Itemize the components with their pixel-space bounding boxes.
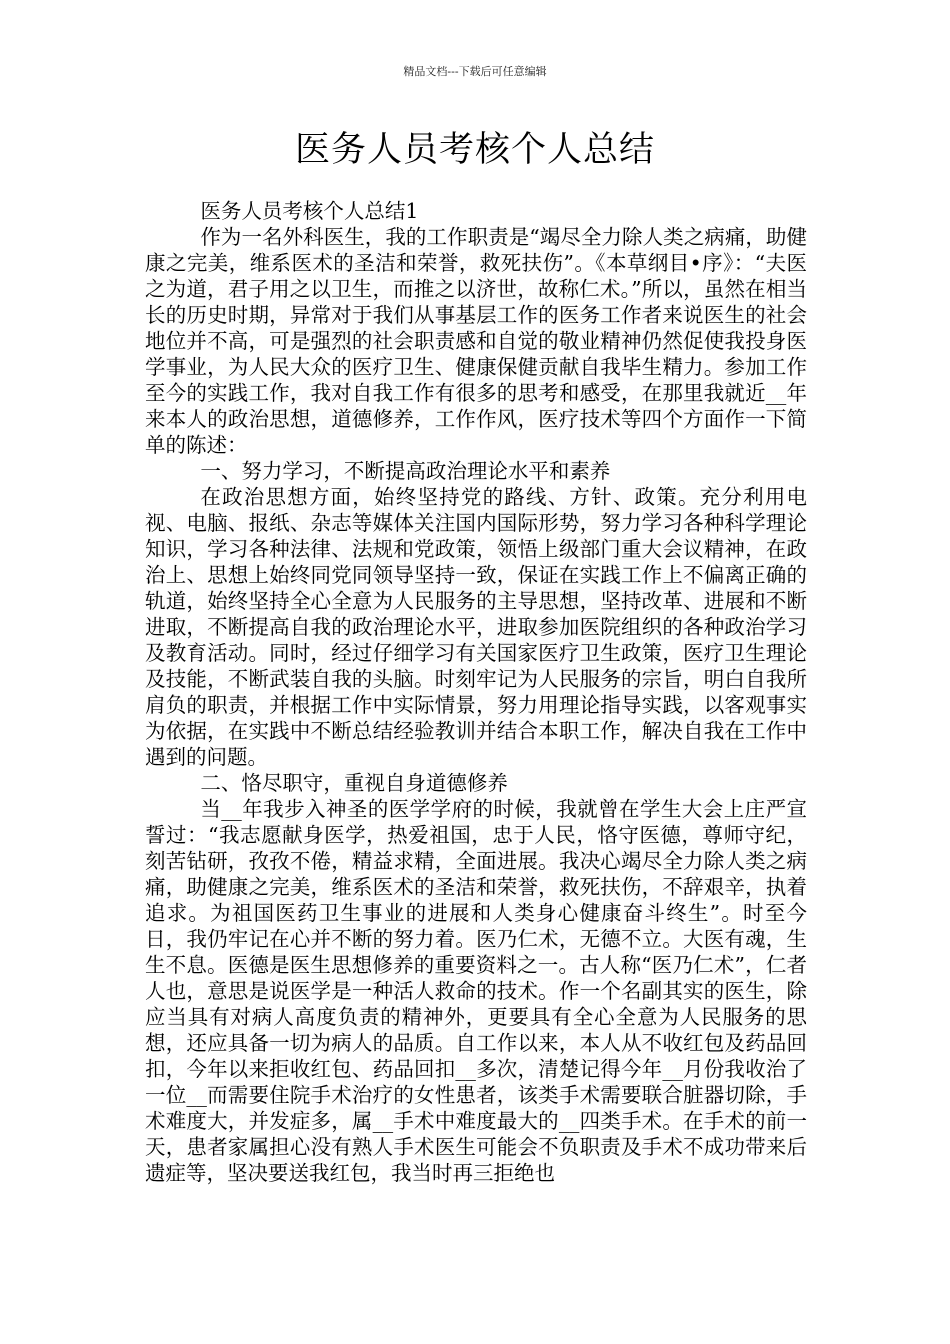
document-title: 医务人员考核个人总结 [294,130,655,170]
header-note: 精品文档---下载后可任意编辑 [403,65,547,78]
section-subtitle: 医务人员考核个人总结1 [200,199,419,223]
body-paragraph: 当__年我步入神圣的医学学府的时候，我就曾在学生大会上庄严宣誓过：“我志愿献身医学，热爱祖国，忠于人民，恪守医德，尊师守纪，刻苦钻研，孜孜不倦，精益求精，全面进展。我决心竭尽全力除人类之病痛，助健康之完美，维系医术的圣洁和荣誉，救死扶伤，不辞艰辛，执着追求。为祖国医药卫生事业的进展和人类身心健康奋斗终生”。时至今日，我仍牢记在心并不断的努力着。医乃仁术，无德不立。大医有魂，生生不息。医德是医生思想修养的重要资料之一。古人称“医乃仁术”，仁者人也，意思是说医学是一种活人救命的技术。作一个名副其实的医生，除应当具有对病人高度负责的精神外，更要具有全心全意为人民服务的思想，还应具备一切为病人的品质。自工作以来，本人从不收红包及药品回扣，今年以来拒收红包、药品回扣__多次，清楚记得今年__月份我收治了一位__而需要住院手术治疗的女性患者，该类手术需要联合脏器切除，手术难度大，并发症多，属__手术中难度最大的__四类手术。在手术的前一天，患者家属担心没有熟人手术医生可能会不负职责及手术不成功带来后遗症等，坚决要送我红包，我当时再三拒绝也 [145,797,807,1185]
section-heading: 二、恪尽职守，重视自身道德修养 [200,771,508,795]
body-paragraph: 作为一名外科医生，我的工作职责是“竭尽全力除人类之病痛，助健康之完美，维系医术的圣洁和荣誉，救死扶伤”。《本草纲目•序》：“夫医之为道，君子用之以卫生，而推之以济世，故称仁术。”所以，虽然在相当长的历史时期，异常对于我们从事基层工作的医务工作者来说医生的社会地位并不高，可是强烈的社会职责感和自觉的敬业精神仍然促使我投身医学事业，为人民大众的医疗卫生、健康保健贡献自我毕生精力。参加工作至今的实践工作，我对自我工作有很多的思考和感受，在那里我就近__年来本人的政治思想，道德修养，工作作风，医疗技术等四个方面作一下简单的陈述： [145,225,807,457]
body-paragraph: 在政治思想方面，始终坚持党的路线、方针、政策。充分利用电视、电脑、报纸、杂志等媒体关注国内国际形势，努力学习各种科学理论知识，学习各种法律、法规和党政策，领悟上级部门重大会议精神，在政治上、思想上始终同党同领导坚持一致，保证在实践工作上不偏离正确的轨道，始终坚持全心全意为人民服务的主导思想，坚持改革、进展和不断进取，不断提高自我的政治理论水平，进取参加医院组织的各种政治学习及教育活动。同时，经过仔细学习有关国家医疗卫生政策，医疗卫生理论及技能，不断武装自我的头脑。时刻牢记为人民服务的宗旨，明白自我所肩负的职责，并根据工作中实际情景，努力用理论指导实践，以客观事实为依据，在实践中不断总结经验教训并结合本职工作，解决自我在工作中遇到的问题。 [145,485,807,769]
section-heading: 一、努力学习，不断提高政治理论水平和素养 [200,459,611,483]
document-body [145,198,807,1186]
